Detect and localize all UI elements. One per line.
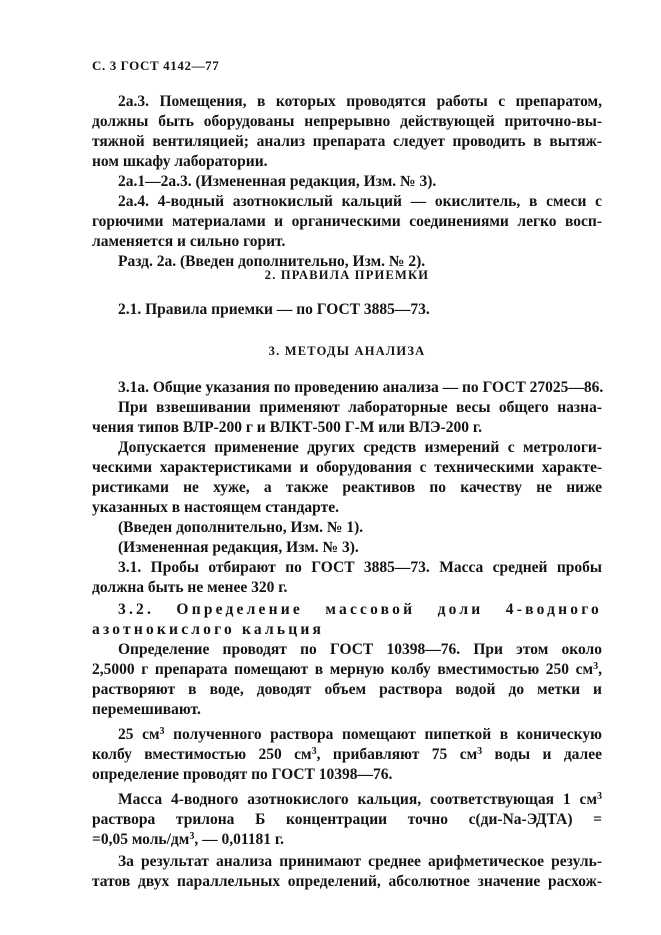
paragraph-mass	[92, 790, 602, 850]
subsection-title-3-2	[92, 600, 602, 640]
text-line: Разд. 2а. (Введен дополнительно, Изм. № 2).	[118, 253, 426, 270]
text-line: 3.2. Определение массовой доли 4-водного	[118, 601, 602, 618]
text-line: 25 $см^3$ полученного раствора помещают пипеткой в коническую	[118, 726, 602, 743]
text-line: перемешивают.	[92, 701, 201, 718]
paragraph-sample	[92, 725, 602, 785]
text-line: раствора трилона Б концентрации точно с(ди-Na-ЭДТА) =	[92, 811, 602, 828]
paragraph-result	[92, 852, 602, 892]
text-line: 2.1. Правила приемки — по ГОСТ 3885—73.	[118, 301, 430, 318]
text-line: колбу вместимостью 250 $см^3$, прибавляют 75 $см^3$ воды и далее	[92, 746, 602, 763]
text-line: 2а.4. 4-водный азотнокислый кальций — окислитель, в смеси с	[118, 193, 602, 210]
text-line: 3.1. Пробы отбирают по ГОСТ 3885—73. Масса средней пробы	[118, 559, 602, 576]
text-line: горючими материалами и органическими соединениями легко восп-	[92, 213, 602, 230]
text-line: должны быть оборудованы непрерывно действующей приточно-вы-	[92, 113, 602, 130]
text-line: ном шкафу лаборатории.	[92, 153, 268, 170]
paragraph-2-1	[92, 300, 602, 320]
text-line: =0,05 моль/$дм^3$, — 0,01181 г.	[92, 831, 285, 848]
text-line: При взвешивании применяют лабораторные весы общего назна-	[118, 399, 602, 416]
text-line: Масса 4-водного азотнокислого кальция, соответствующая 1 $см^3$	[118, 791, 602, 808]
text-line: 2а.1—2а.3. (Измененная редакция, Изм. № 3).	[118, 173, 437, 190]
text-line: 2а.3. Помещения, в которых проводятся работы с препаратом,	[118, 93, 602, 110]
text-line: 3.1а. Общие указания по проведению анализа — по ГОСТ 27025—86.	[118, 379, 604, 396]
text-line: тяжной вентиляцией; анализ препарата следует проводить в вытяж-	[92, 133, 602, 150]
section-3-intro	[92, 378, 602, 598]
text-line: (Измененная редакция, Изм. № 3).	[118, 539, 359, 556]
section-heading-3: 3. МЕТОДЫ АНАЛИЗА	[268, 344, 426, 358]
text-line: (Введен дополнительно, Изм. № 1).	[118, 519, 364, 536]
section-2a	[92, 92, 602, 272]
text-line: ристиками не хуже, а также реактивов по качеству не ниже	[92, 479, 602, 496]
section-heading-2: 2. ПРАВИЛА ПРИЕМКИ	[264, 268, 430, 282]
text-line: За результат анализа принимают среднее арифметическое резуль-	[118, 853, 602, 870]
page-header: С. 3 ГОСТ 4142—77	[92, 58, 220, 73]
text-line: указанных в настоящем стандарте.	[92, 499, 339, 516]
text-line: 2,5000 г препарата помещают в мерную колбу вместимостью 250 $см^3$,	[92, 661, 602, 678]
paragraph-definition	[92, 640, 602, 720]
text-line: татов двух параллельных определений, абсолютное значение расхож-	[92, 873, 602, 890]
text-line: растворяют в воде, доводят объем раствора водой до метки и	[92, 681, 602, 698]
text-line: должна быть не менее 320 г.	[92, 579, 288, 596]
text-line: Допускается применение других средств измерений с метрологи-	[118, 439, 602, 456]
text-line: чения типов ВЛР-200 г и ВЛКТ-500 Г-М или ВЛЭ-200 г.	[92, 419, 482, 436]
text-line: определение проводят по ГОСТ 10398—76.	[92, 766, 393, 783]
text-line: азотнокислого кальция	[92, 621, 325, 638]
text-line: ламеняется и сильно горит.	[92, 233, 286, 250]
text-line: Определение проводят по ГОСТ 10398—76. При этом около	[118, 641, 602, 658]
text-line: ческими характеристиками и оборудования с техническими характе-	[92, 459, 602, 476]
